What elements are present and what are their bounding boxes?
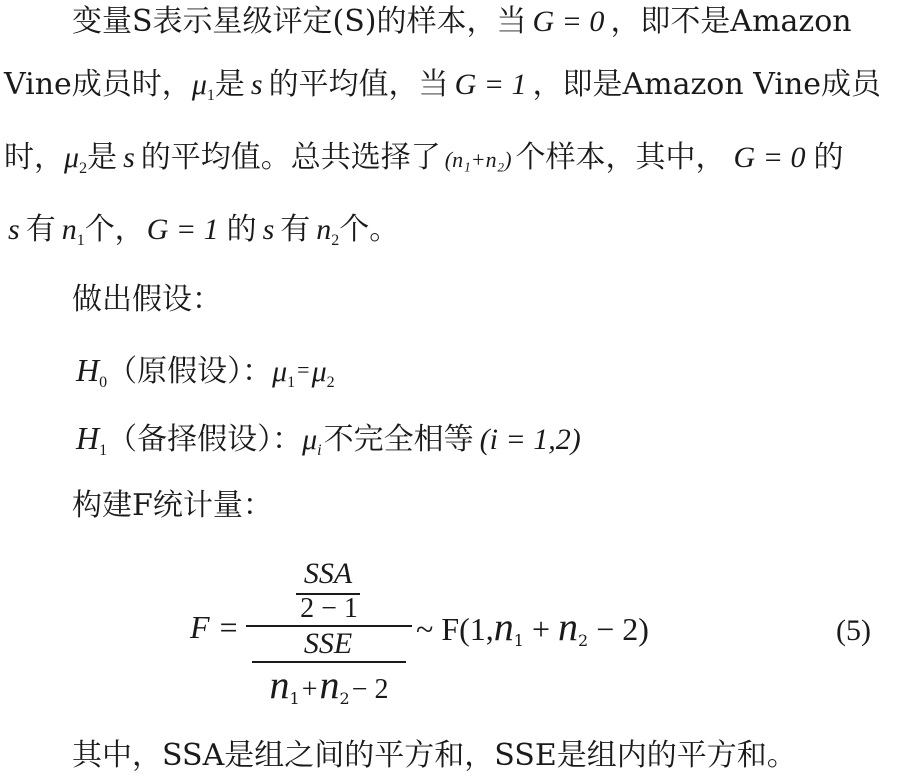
para-line-1 <box>72 2 852 42</box>
n-subscript: 2 <box>578 631 589 650</box>
mu-subscript: i <box>317 442 322 459</box>
n-subscript: 1 <box>289 689 300 708</box>
math-n2 <box>316 213 340 249</box>
n-subscript: 1 <box>76 232 85 249</box>
closing-sentence: 其中，SSA是组之间的平方和，SSE是组内的平方和。 <box>72 738 797 773</box>
h0-symbol <box>76 352 108 391</box>
para-line-2 <box>4 65 881 116</box>
h1-symbol <box>76 420 108 459</box>
n-symbol: n <box>61 213 77 246</box>
hypothesis-h0 <box>76 350 335 403</box>
text-segment: 是 <box>214 67 245 102</box>
math-s: s <box>8 213 20 246</box>
text-segment: 的 <box>226 212 257 247</box>
text-segment: 的 <box>813 140 844 175</box>
n-subscript: 2 <box>331 232 340 249</box>
plus-sign: + <box>523 611 558 647</box>
n-subscript: 2 <box>339 689 350 708</box>
index-condition: (i = 1,2) <box>479 423 581 456</box>
text-segment: 有 <box>280 212 311 247</box>
distribution-open: ~ F(1, <box>416 611 494 647</box>
mu-subscript: 1 <box>206 87 215 104</box>
mu-symbol: μ <box>302 423 318 456</box>
n-symbol: n <box>493 604 514 649</box>
text-segment: ，即是Amazon Vine成员 <box>532 67 882 102</box>
h-letter: H <box>76 352 100 388</box>
h-letter: H <box>76 420 100 456</box>
n-symbol: n <box>319 662 340 707</box>
numerator-den: 2 − 1 <box>300 593 358 624</box>
mu-subscript: 2 <box>326 374 335 391</box>
denominator-den <box>252 663 406 721</box>
text-segment: 的平均值，当 <box>268 67 449 102</box>
formula-rhs <box>416 604 649 661</box>
mu-subscript: 1 <box>287 374 296 391</box>
mu-subscript: 2 <box>79 160 88 177</box>
math-g-equals-1: G = 1 <box>454 68 527 101</box>
math-mu <box>191 68 215 104</box>
mu-symbol: μ <box>64 141 80 174</box>
mu-symbol: μ <box>311 355 327 388</box>
construct-heading: 构建F统计量： <box>72 488 273 523</box>
para-line-4 <box>8 210 399 261</box>
hypothesis-intro: 做出假设： <box>72 282 222 317</box>
text-segment: Vine成员时， <box>4 67 192 102</box>
formula-lhs: F = <box>190 609 240 645</box>
mu-symbol: μ <box>272 355 288 388</box>
math-g-equals-0: G = 0 <box>733 141 806 174</box>
math-n-sum: (n₁+n₂) <box>444 147 512 172</box>
formula-f-statistic <box>0 555 900 715</box>
math-mu <box>64 141 88 177</box>
math-g-equals-0: G = 0 <box>532 5 605 38</box>
math-s: s <box>262 213 275 246</box>
n-subscript: 1 <box>513 631 524 650</box>
hypothesis-h1 <box>76 418 581 471</box>
math-s: s <box>123 141 135 174</box>
text-segment: 是 <box>87 140 118 175</box>
h0-label: （原假设）： <box>107 354 273 389</box>
minus-two: − 2 <box>351 674 389 705</box>
math-g-equals-1: G = 1 <box>146 213 219 246</box>
text-segment: ，即不是Amazon <box>610 4 852 39</box>
math-mu <box>302 423 322 459</box>
plus-sign: + <box>301 674 318 705</box>
h-subscript: 1 <box>99 442 108 459</box>
text-segment: 的平均值。总共选择了 <box>140 140 441 175</box>
text-segment: 个， <box>84 212 145 247</box>
n-symbol: n <box>558 604 578 649</box>
h1-label: （备择假设）： <box>107 422 303 457</box>
math-n1 <box>61 213 85 249</box>
denominator-sse: SSE <box>303 627 353 660</box>
h-subscript: 0 <box>99 374 108 391</box>
text-segment: 个样本，其中， <box>515 140 726 175</box>
distribution-close: − 2) <box>588 611 649 647</box>
text-segment: 时， <box>4 140 64 175</box>
math-s: s <box>250 68 263 101</box>
text-segment: 个。 <box>339 212 400 247</box>
numerator-ssa: SSA <box>303 557 353 590</box>
n-symbol: n <box>269 662 290 707</box>
h1-text: 不完全相等 <box>323 422 474 457</box>
math-mu <box>311 355 335 391</box>
equation-number: (5) <box>836 614 871 647</box>
mu-symbol: μ <box>191 68 207 101</box>
para-line-3 <box>4 138 843 189</box>
text-segment: 有 <box>25 212 56 247</box>
math-mu <box>272 355 296 391</box>
n-symbol: n <box>316 213 332 246</box>
text-segment: 变量S表示星级评定(S)的样本，当 <box>72 4 527 39</box>
equals-sign: = <box>297 357 310 382</box>
